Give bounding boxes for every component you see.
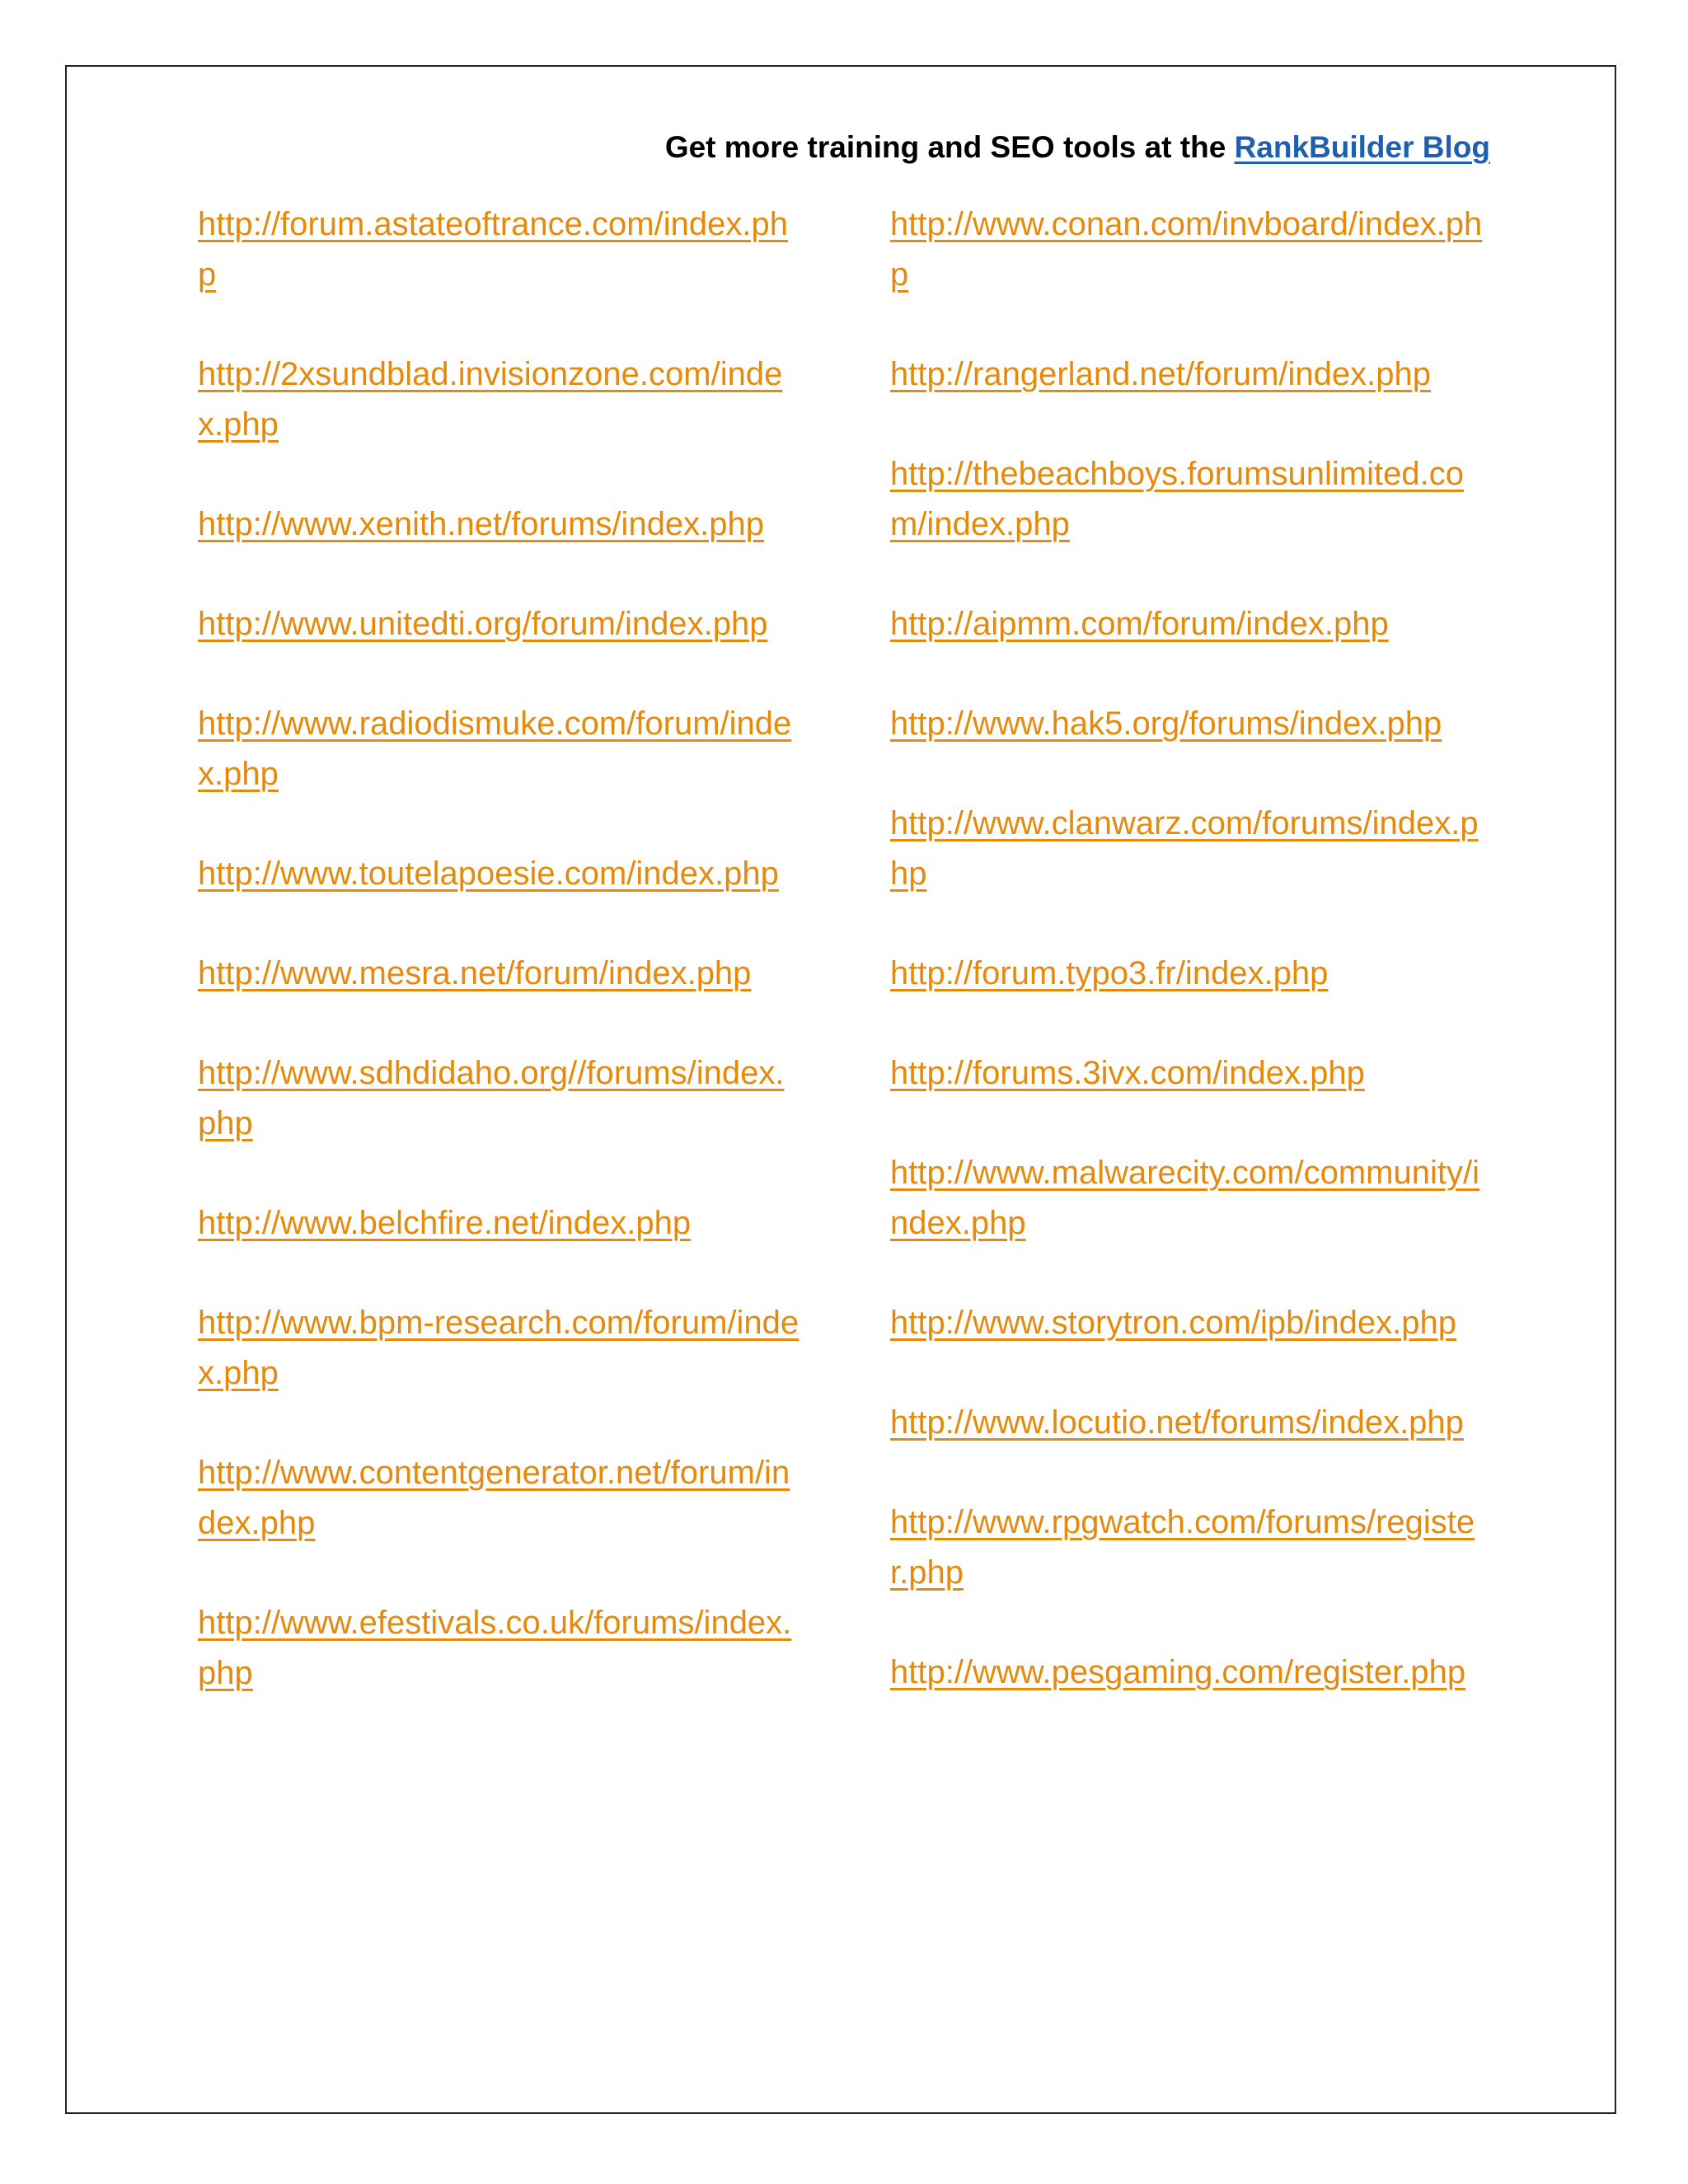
forum-link[interactable]: http://www.clanwarz.com/forums/index.php: [890, 805, 1479, 892]
forum-link[interactable]: http://forums.3ivx.com/index.php: [890, 1055, 1365, 1091]
forum-link[interactable]: http://www.pesgaming.com/register.php: [890, 1654, 1466, 1690]
forum-link[interactable]: http://www.conan.com/invboard/index.php: [890, 206, 1483, 293]
rankbuilder-blog-link[interactable]: RankBuilder Blog: [1234, 130, 1490, 164]
forum-link[interactable]: http://www.belchfire.net/index.php: [198, 1205, 692, 1241]
forum-link[interactable]: http://rangerland.net/forum/index.php: [890, 356, 1431, 392]
forum-link[interactable]: http://www.radiodismuke.com/forum/index.php: [198, 705, 792, 792]
right-link-column: [890, 199, 1500, 1747]
forum-link[interactable]: http://www.mesra.net/forum/index.php: [198, 955, 752, 991]
forum-link[interactable]: http://2xsundblad.invisionzone.com/index.php: [198, 356, 783, 443]
forum-link[interactable]: http://www.contentgenerator.net/forum/index.php: [198, 1455, 790, 1541]
page-header: [665, 127, 1490, 168]
forum-link[interactable]: http://www.bpm-research.com/forum/index.php: [198, 1305, 799, 1391]
forum-link[interactable]: http://www.malwarecity.com/community/index.php: [890, 1155, 1479, 1241]
forum-link[interactable]: http://www.locutio.net/forums/index.php: [890, 1404, 1464, 1441]
forum-link[interactable]: http://www.storytron.com/ipb/index.php: [890, 1305, 1456, 1341]
forum-link[interactable]: http://forum.typo3.fr/index.php: [890, 955, 1329, 991]
forum-link[interactable]: http://forum.astateoftrance.com/index.php: [198, 206, 788, 293]
forum-link[interactable]: http://www.hak5.org/forums/index.php: [890, 705, 1442, 742]
forum-link[interactable]: http://thebeachboys.forumsunlimited.com/index.php: [890, 456, 1464, 542]
forum-link[interactable]: http://www.efestivals.co.uk/forums/index.php: [198, 1605, 792, 1691]
forum-link[interactable]: http://www.xenith.net/forums/index.php: [198, 506, 765, 542]
forum-link[interactable]: http://www.toutelapoesie.com/index.php: [198, 855, 779, 892]
left-link-column: [198, 199, 808, 1748]
header-text: Get more training and SEO tools at the: [664, 130, 1235, 164]
forum-link[interactable]: http://www.unitedti.org/forum/index.php: [198, 606, 768, 642]
forum-link[interactable]: http://www.sdhdidaho.org//forums/index.php: [198, 1055, 785, 1141]
forum-link[interactable]: http://aipmm.com/forum/index.php: [890, 606, 1389, 642]
forum-link[interactable]: http://www.rpgwatch.com/forums/register.php: [890, 1504, 1475, 1591]
